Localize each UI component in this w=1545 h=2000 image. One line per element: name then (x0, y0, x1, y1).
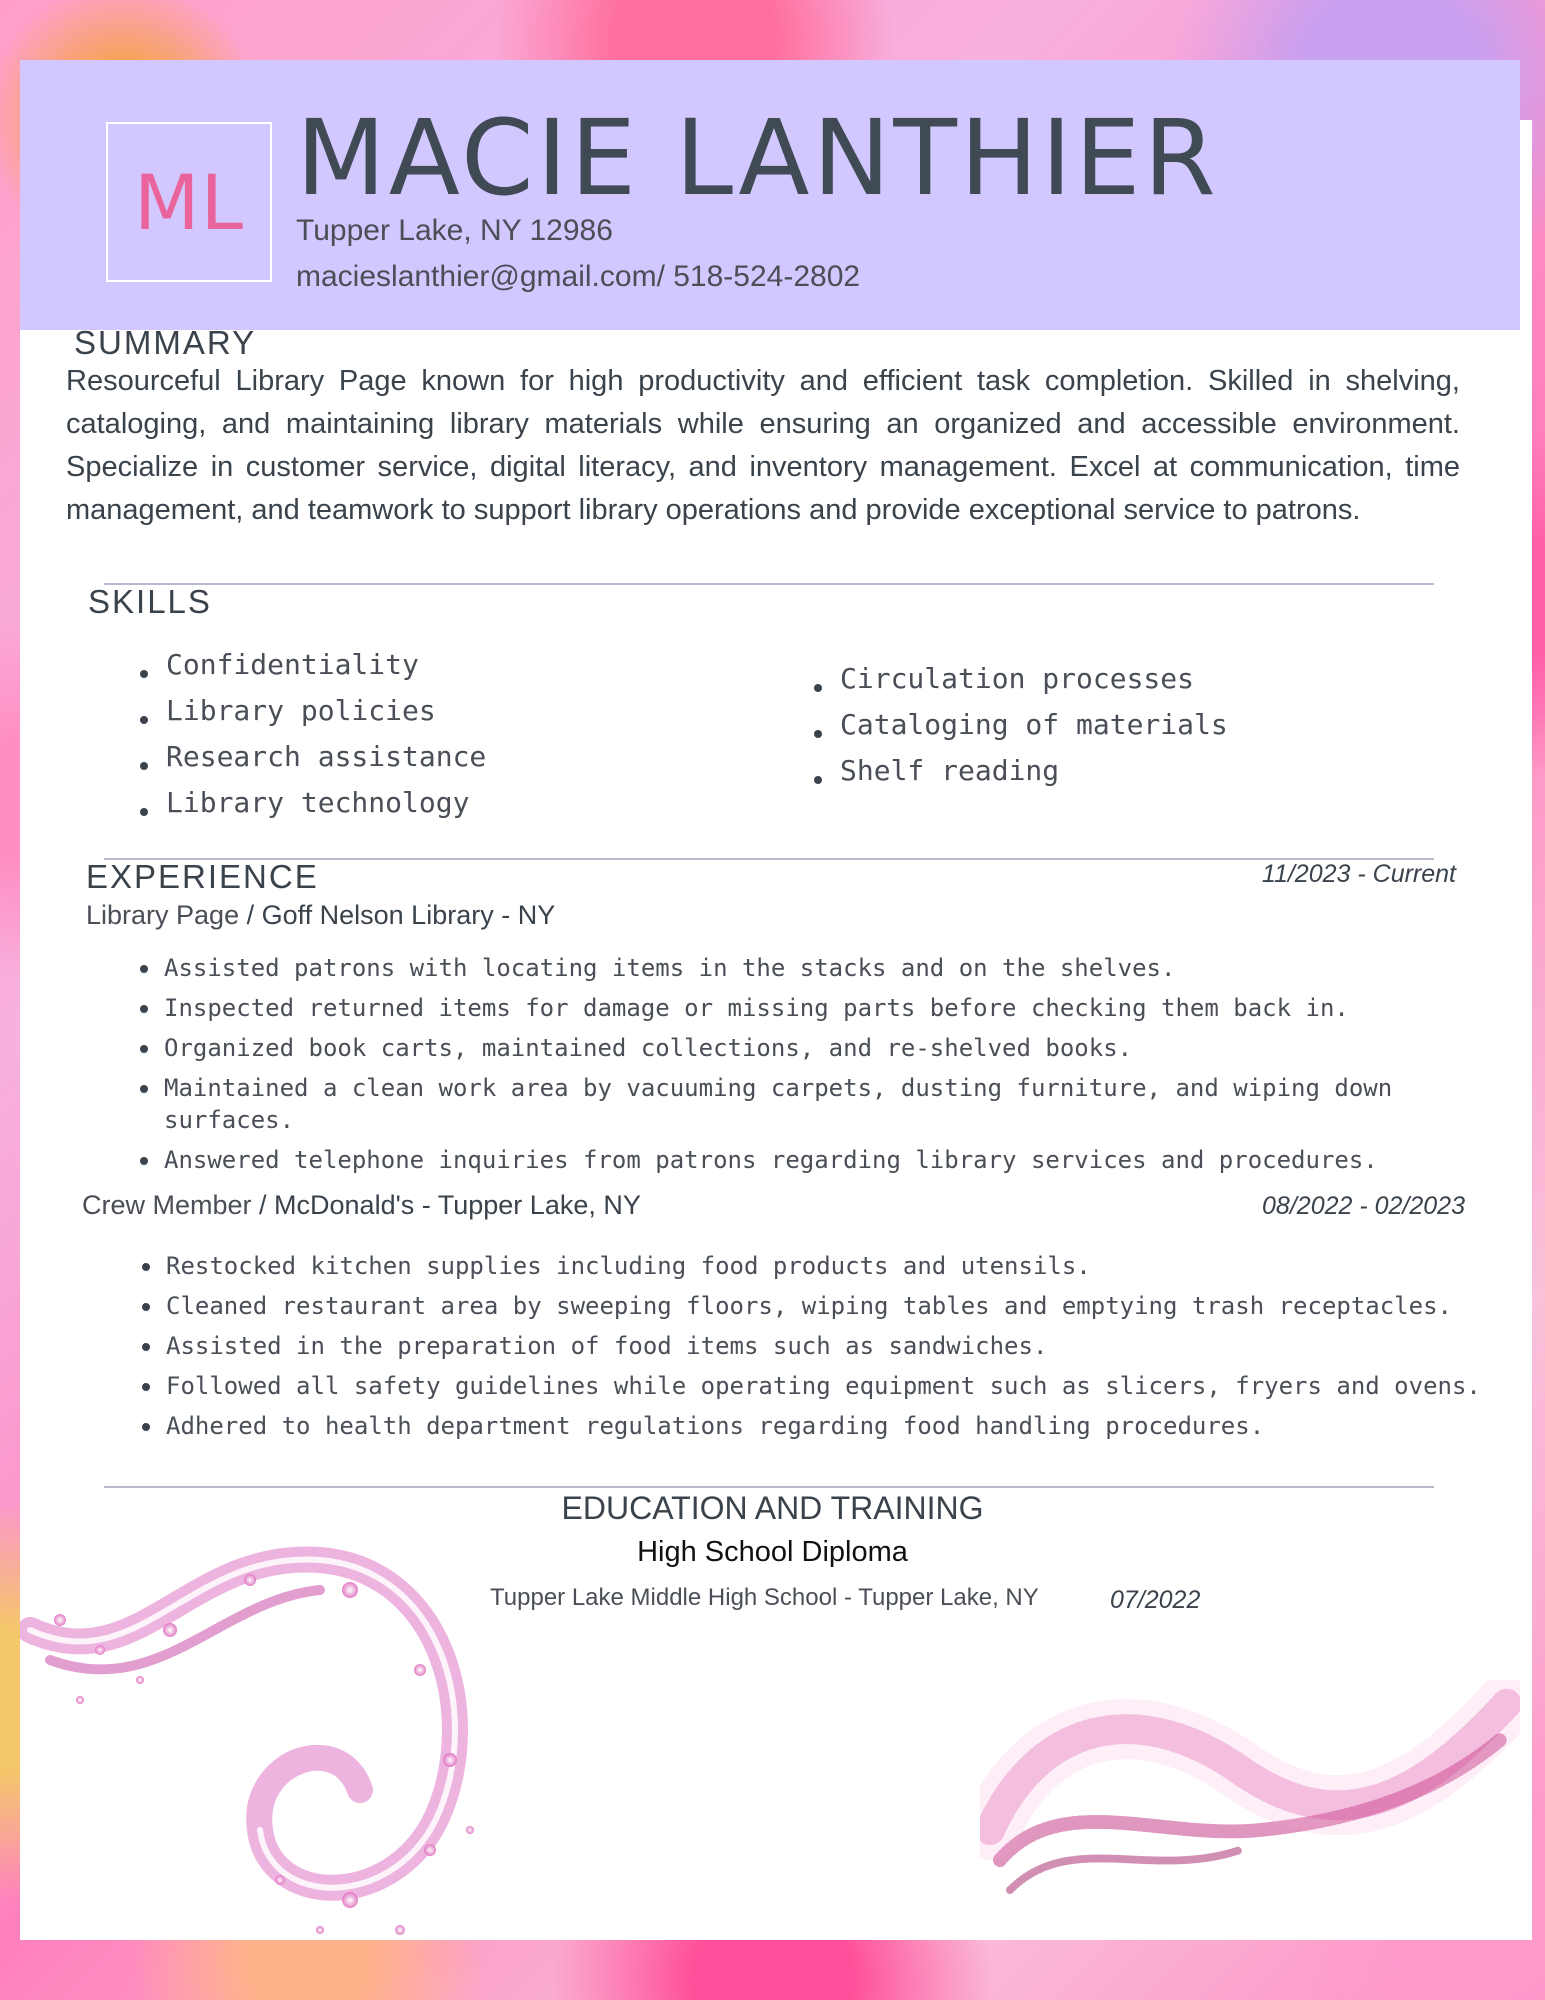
divider (104, 583, 1434, 585)
glitter-wave-decoration (980, 1680, 1520, 1940)
duty-item: Maintained a clean work area by vacuuming carpets, dusting furniture, and wiping down surfaces. (138, 1072, 1454, 1136)
skill-item: Circulation processes (812, 662, 1228, 708)
skills-heading: SKILLS (88, 583, 212, 620)
job-employer: / Goff Nelson Library - NY (239, 900, 556, 930)
education-date: 07/2022 (1110, 1586, 1201, 1614)
email-phone: macieslanthier@gmail.com/ 518-524-2802 (296, 260, 861, 293)
job-dates: 11/2023 - Current (1261, 860, 1456, 888)
job-role: Crew Member (82, 1190, 252, 1220)
duty-item: Cleaned restaurant area by sweeping floors, wiping tables and emptying trash receptacles. (140, 1290, 1481, 1322)
duty-item: Followed all safety guidelines while operating equipment such as slicers, fryers and ovens. (140, 1370, 1481, 1402)
duty-item: Inspected returned items for damage or missing parts before checking them back in. (138, 992, 1454, 1024)
job-role: Library Page (86, 900, 240, 930)
job-title (82, 1190, 641, 1221)
education-heading: EDUCATION AND TRAINING (561, 1490, 984, 1526)
duty-item: Organized book carts, maintained collections, and re-shelved books. (138, 1032, 1454, 1064)
skill-item: Confidentiality (138, 648, 486, 694)
divider (104, 1486, 1434, 1488)
candidate-name: MACIE LANTHIER (296, 97, 1219, 219)
skill-item: Cataloging of materials (812, 708, 1228, 754)
skill-item: Research assistance (138, 740, 486, 786)
location: Tupper Lake, NY 12986 (296, 214, 613, 247)
job-employer: / McDonald's - Tupper Lake, NY (251, 1190, 641, 1220)
job-duties (140, 1250, 1481, 1450)
duty-item: Restocked kitchen supplies including food products and utensils. (140, 1250, 1481, 1282)
school: Tupper Lake Middle High School - Tupper Lake, NY (490, 1584, 1039, 1611)
skills-right-list (812, 662, 1228, 800)
degree: High School Diploma (637, 1536, 908, 1568)
skill-item: Library technology (138, 786, 486, 832)
duty-item: Answered telephone inquiries from patrons regarding library services and procedures. (138, 1144, 1454, 1176)
summary-heading: SUMMARY (74, 324, 257, 361)
job-dates: 08/2022 - 02/2023 (1262, 1192, 1465, 1220)
summary-text: Resourceful Library Page known for high productivity and efficient task completion. Skilled in shelving, cataloging, and maintaining library materials while ensuring an organized and accessible environment. Specialize in customer service, digital literacy, and inventory management. Excel at communication, time management, and teamwork to support library operations and provide exceptional service to patrons. (66, 365, 1460, 526)
pink-swirl-decoration (20, 1530, 500, 1950)
duty-item: Adhered to health department regulations regarding food handling procedures. (140, 1410, 1481, 1442)
duty-item: Assisted patrons with locating items in the stacks and on the shelves. (138, 952, 1454, 984)
experience-heading: EXPERIENCE (86, 858, 319, 895)
duty-item: Assisted in the preparation of food items such as sandwiches. (140, 1330, 1481, 1362)
job-title (86, 900, 555, 931)
skill-item: Shelf reading (812, 754, 1228, 800)
monogram: ML (106, 122, 272, 282)
skills-left-list (138, 648, 486, 832)
skill-item: Library policies (138, 694, 486, 740)
job-duties (138, 952, 1454, 1184)
